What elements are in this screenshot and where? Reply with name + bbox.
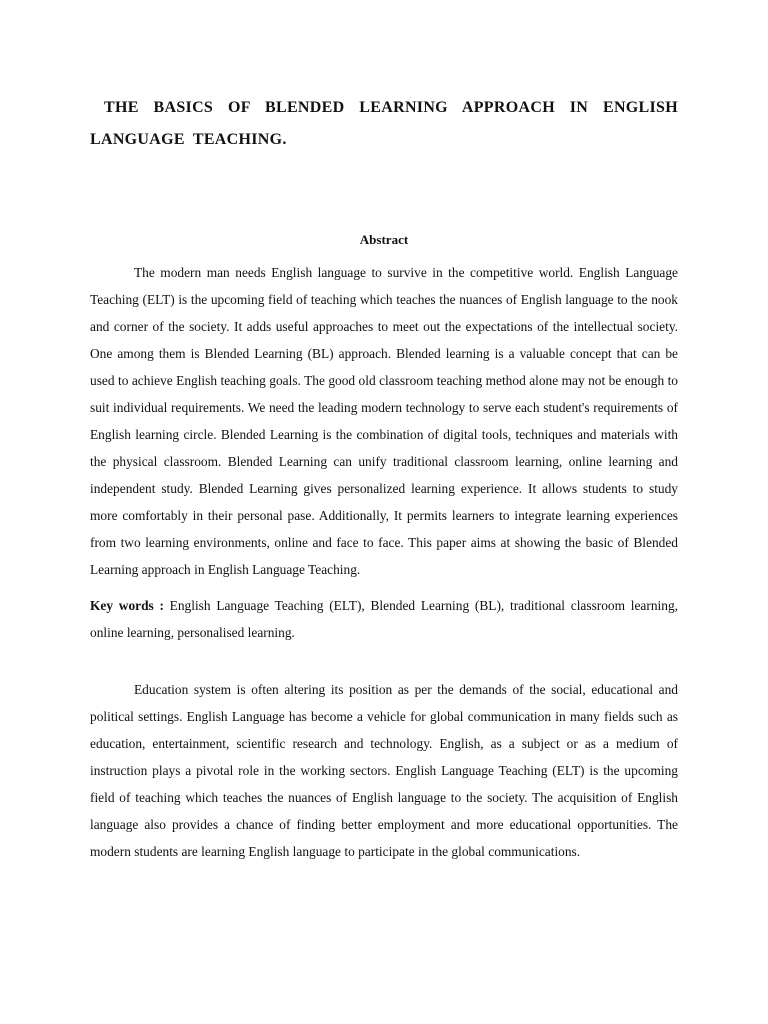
title-text: THE BASICS OF BLENDED LEARNING APPROACH IN ENGLISH LANGUAGE TEACHING. xyxy=(90,99,678,148)
body-paragraph: Education system is often altering its position as per the demands of the social, educational and political settings. English Language has become a vehicle for global communication in many fields such as education, entertainment, scientific research and technology. English, as a subject or as a medium of instruction plays a pivotal role in the working sectors. English Language Teaching (ELT) is the upcoming field of teaching which teaches the nuances of English language to the society. The acquisition of English language also provides a chance of finding better employment and more educational opportunities. The modern students are learning English language to participate in the global communications. xyxy=(90,682,678,859)
keywords-text: English Language Teaching (ELT), Blended Learning (BL), traditional classroom learning, online learning, personalised learning. xyxy=(90,598,678,640)
abstract-paragraph: The modern man needs English language to survive in the competitive world. English Language Teaching (ELT) is the upcoming field of teaching which teaches the nuances of English language to the nook and corner of the society. It adds useful approaches to meet out the expectations of the intellectual society. One among them is Blended Learning (BL) approach. Blended learning is a valuable concept that can be used to achieve English teaching goals. The good old classroom teaching method alone may not be enough to suit individual requirements. We need the leading modern technology to serve each student's requirements of English learning circle. Blended Learning is the combination of digital tools, techniques and materials with the physical classroom. Blended Learning can unify traditional classroom learning, online learning and independent study. Blended Learning gives personalized learning experience. It allows students to study more comfortably in their personal pase. Additionally, It permits learners to integrate learning experiences from two learning environments, online and face to face. This paper aims at showing the basic of Blended Learning approach in English Language Teaching. xyxy=(90,265,678,577)
abstract-heading: Abstract xyxy=(359,232,409,247)
keywords-paragraph xyxy=(90,592,678,646)
document-title xyxy=(90,92,678,156)
keywords-label: Key words : xyxy=(90,598,164,613)
